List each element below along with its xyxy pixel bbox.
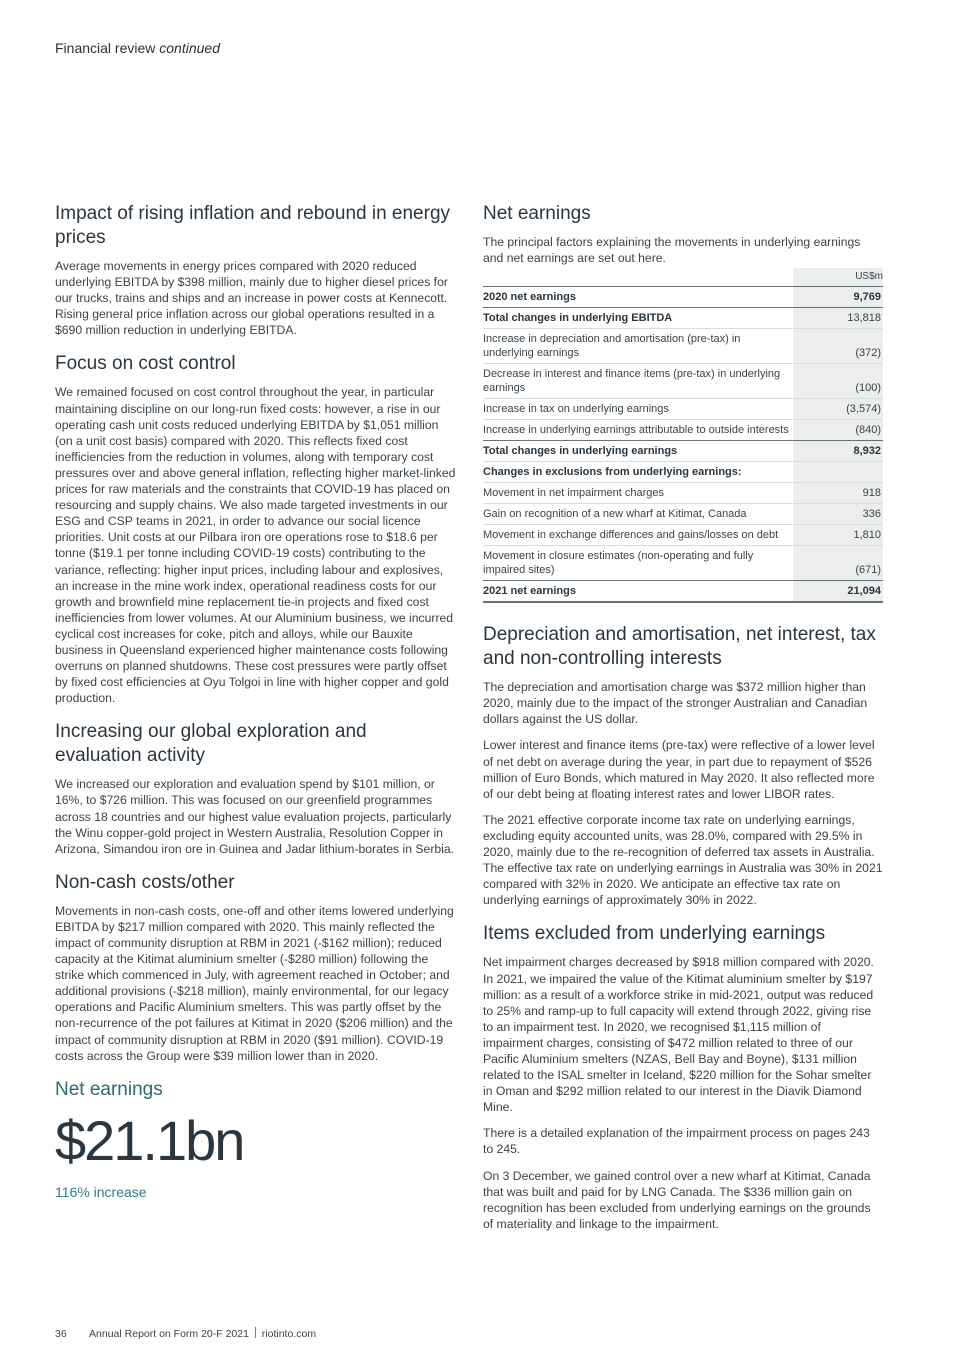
paragraph: We increased our exploration and evaluation spend by $101 million, or 16%, to $726 million. This was focused on our greenfield programmes across 18 countries and our highest value evaluation projects, particularly the Winu copper-gold project in Western Australia, Resolution Copper in Arizona, Simandou iron ore in Guinea and Jadar lithium-borates in Serbia. bbox=[55, 777, 455, 856]
section-non-cash bbox=[55, 871, 457, 1064]
table-row bbox=[483, 462, 883, 483]
website-link[interactable]: riotinto.com bbox=[261, 1328, 317, 1340]
heading-cost-control: Focus on cost control bbox=[55, 353, 236, 375]
table-value-cell: 8,932 bbox=[793, 441, 883, 462]
table-label-cell: 2021 net earnings bbox=[483, 581, 793, 603]
heading-non-cash: Non-cash costs/other bbox=[55, 871, 235, 893]
table-label-cell: Increase in depreciation and amortisation (pre-tax) in underlying earnings bbox=[483, 329, 793, 364]
table-row bbox=[483, 483, 883, 504]
report-title: Annual Report on Form 20-F 2021 bbox=[89, 1328, 249, 1340]
net-earnings-table bbox=[483, 268, 883, 603]
section-depreciation bbox=[483, 623, 883, 908]
section-inflation bbox=[55, 202, 457, 338]
paragraph: Movements in non-cash costs, one-off and other items lowered underlying EBITDA by $217 million compared with 2020. This mainly reflected the impact of community disruption at RBM in 2021 (-$162 million); reduced capacity at the Kitimat aluminium smelter (-$280 million) following the strike which commenced in July, with agreement reached in October; and additional provisions (-$218 million), mainly environmental, for our legacy operations and Pacific Aluminium smelters. This was partly offset by the non-recurrence of the pot failures at Kitimat in 2020 ($206 million) and the impact of community disruption at RBM in 2020 ($91 million). COVID-19 costs across the Group were $39 million lower than in 2020. bbox=[55, 903, 454, 1063]
table-label-cell: Increase in tax on underlying earnings bbox=[483, 399, 793, 420]
table-row bbox=[483, 525, 883, 546]
table-label-cell: Total changes in underlying earnings bbox=[483, 441, 793, 462]
section-excluded-items bbox=[483, 922, 883, 1232]
heading-inflation: Impact of rising inflation and rebound in energy prices bbox=[55, 203, 451, 248]
table-value-cell: 21,094 bbox=[793, 581, 883, 603]
table-value-cell: 1,810 bbox=[793, 525, 883, 546]
footer-divider bbox=[255, 1327, 256, 1338]
table-label-cell: 2020 net earnings bbox=[483, 287, 793, 308]
table-row bbox=[483, 546, 883, 581]
running-head bbox=[55, 40, 220, 56]
table-label-cell: Movement in exchange differences and gains/losses on debt bbox=[483, 525, 793, 546]
paragraph: The depreciation and amortisation charge was $372 million higher than 2020, mainly due to the impact of the stronger Australian and Canadian dollars against the US dollar. bbox=[483, 680, 868, 727]
highlight-figure: $21.1bn bbox=[55, 1108, 244, 1172]
table-value-cell: 9,769 bbox=[793, 287, 883, 308]
heading-net-earnings: Net earnings bbox=[483, 203, 591, 224]
table-row bbox=[483, 581, 883, 603]
table-value-cell: (372) bbox=[793, 329, 883, 364]
paragraph: Net impairment charges decreased by $918 million compared with 2020. In 2021, we impaired the value of the Kitimat aluminium smelter by $197 million: as a result of a workforce strike in mid-2021, output was reduced to 25% and ramp-up to full capacity will extend through 2022, giving rise to an impairment test. In 2020, we recognised $1,115 million of impairment charges, consisting of $472 million related to three of our Pacific Aluminium smelters (NZAS, Bell Bay and Boyne), $131 million related to the ISAL smelter in Iceland, $220 million for the Sohar smelter in Oman and $292 million related to our interest in the Diavik Diamond Mine. bbox=[483, 955, 874, 1115]
running-head-title: Financial review bbox=[55, 40, 156, 56]
paragraph: We remained focused on cost control throughout the year, in particular maintaining discipline on our long-run fixed costs: however, a rise in our operating cash unit costs reduced underlying EBITDA by $1,051 million (on a unit cost basis) compared with 2020. This reflects fixed cost inefficiencies from the reduction in volumes, along with temporary cost pressures over and above general inflation, reflecting higher market-linked prices for raw materials and the constraints that COVID-19 has placed on resourcing and supply chains. We also made targeted investments in our ESG and CSP teams in 2021, in order to advance our social licence priorities. Unit costs at our Pilbara iron ore operations rose to $18.6 per tonne ($19.1 per tonne including COVID-19 costs) contributing to the variance, reflecting: higher input prices, including labour and explosives, an increase in the mine work index, operational readiness costs for our growth and brownfield mine replacement tie-in projects and fixed cost inefficiencies from lower volumes. At our Aluminium business, we incurred cyclical cost increases for coke, pitch and alloys, while our Bauxite business in Queensland experienced higher maintenance costs following overruns on planned shutdowns. These cost pressures were partly offset by fixed cost efficiencies at Oyu Tolgoi in line with higher copper and gold production. bbox=[55, 385, 456, 706]
table-label-cell: Movement in closure estimates (non-operating and fully impaired sites) bbox=[483, 546, 793, 581]
paragraph: The 2021 effective corporate income tax rate on underlying earnings, excluding equity accounted units, was 28.0%, compared with 29.5% in 2020, mainly due to the re-recognition of deferred tax assets in Australia. The effective tax rate on underlying earnings in Australia was 30% in 2021 compared with 32% in 2020. We anticipate an effective tax rate on underlying earnings of approximately 30% in 2022. bbox=[483, 812, 883, 908]
running-head-continued: continued bbox=[159, 40, 220, 56]
table-row bbox=[483, 420, 883, 441]
table-value-cell: 918 bbox=[793, 483, 883, 504]
page-footer bbox=[55, 1327, 316, 1340]
paragraph: There is a detailed explanation of the impairment process on pages 243 to 245. bbox=[483, 1126, 870, 1157]
table-label-cell: Increase in underlying earnings attributable to outside interests bbox=[483, 420, 793, 441]
table-row bbox=[483, 329, 883, 364]
right-column bbox=[483, 202, 883, 1246]
section-net-earnings bbox=[483, 202, 883, 603]
paragraph: Lower interest and finance items (pre-tax) were reflective of a lower level of net debt on average during the year, in part due to repayment of $526 million of Euro Bonds, which matured in May 2020. It also reflected more of our debt being at floating interest rates and lower LIBOR rates. bbox=[483, 738, 875, 801]
table-value-cell: (840) bbox=[793, 420, 883, 441]
table-label-cell: Movement in net impairment charges bbox=[483, 483, 793, 504]
table-label-cell bbox=[483, 268, 793, 287]
heading-depreciation: Depreciation and amortisation, net interest, tax and non-controlling interests bbox=[483, 624, 876, 670]
net-earnings-intro: The principal factors explaining the movements in underlying earnings and net earnings are set out here. bbox=[483, 235, 861, 266]
table-row bbox=[483, 504, 883, 525]
heading-excluded-items: Items excluded from underlying earnings bbox=[483, 923, 826, 945]
page-number: 36 bbox=[55, 1328, 67, 1340]
paragraph: On 3 December, we gained control over a new wharf at Kitimat, Canada that was built and paid for by LNG Canada. The $336 million gain on recognition has been excluded from underlying earnings on the grounds of materiality and linkage to the impairment. bbox=[483, 1168, 871, 1231]
table-value-cell: (3,574) bbox=[793, 399, 883, 420]
table-label-cell: Total changes in underlying EBITDA bbox=[483, 308, 793, 329]
table-value-cell: 336 bbox=[793, 504, 883, 525]
table-value-cell: (100) bbox=[793, 364, 883, 399]
net-earnings-highlight bbox=[55, 1078, 457, 1200]
table-row bbox=[483, 399, 883, 420]
section-exploration bbox=[55, 720, 457, 856]
table-row bbox=[483, 308, 883, 329]
table-label-cell: Gain on recognition of a new wharf at Kitimat, Canada bbox=[483, 504, 793, 525]
unit-header: US$m bbox=[793, 268, 883, 287]
paragraph: Average movements in energy prices compared with 2020 reduced underlying EBITDA by $398 million, mainly due to higher diesel prices for our trucks, trains and ships and an increase in power costs at Kennecott. Rising general price inflation across our global operations resulted in a $690 million reduction in underlying EBITDA. bbox=[55, 259, 448, 338]
table-label-cell: Decrease in interest and finance items (pre-tax) in underlying earnings bbox=[483, 364, 793, 399]
left-column bbox=[55, 202, 457, 1200]
table-row bbox=[483, 287, 883, 308]
table-value-cell: 13,818 bbox=[793, 308, 883, 329]
table-row bbox=[483, 441, 883, 462]
table-row bbox=[483, 364, 883, 399]
table-value-cell: (671) bbox=[793, 546, 883, 581]
table-value-cell bbox=[793, 462, 883, 483]
section-cost-control bbox=[55, 352, 457, 706]
highlight-title: Net earnings bbox=[55, 1078, 163, 1100]
highlight-caption: 116% increase bbox=[55, 1183, 147, 1200]
table-label-cell: Changes in exclusions from underlying earnings: bbox=[483, 462, 793, 483]
heading-exploration: Increasing our global exploration and evaluation activity bbox=[55, 721, 367, 767]
